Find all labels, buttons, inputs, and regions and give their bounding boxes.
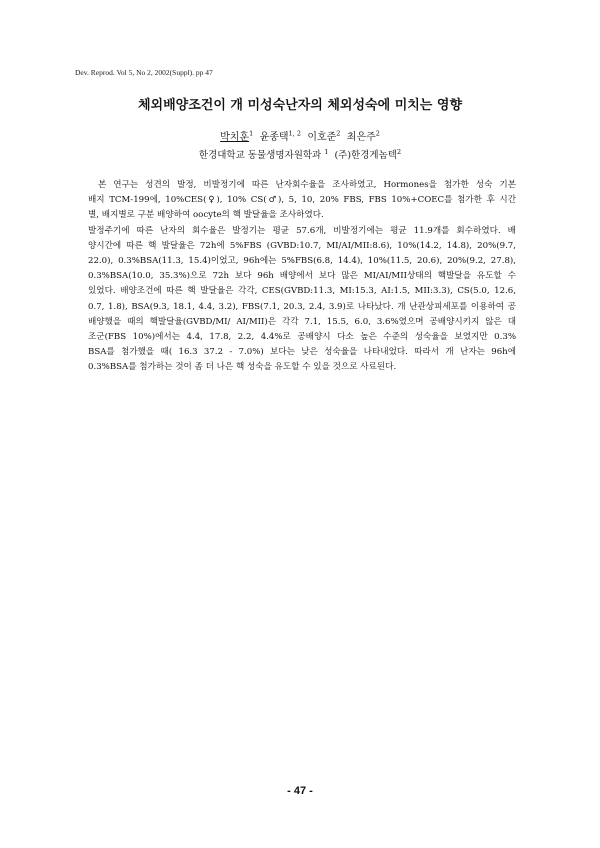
author-name: 이호준 bbox=[307, 132, 337, 143]
affiliation-name: 한경대학교 동물생명자원학과 bbox=[198, 150, 322, 161]
abstract-line: 본 연구는 성견의 발정, 비발정기에 따른 난자회수율을 조사하였고, Hormones을 첨가한 성숙 기본 bbox=[98, 180, 516, 190]
author-affiliation-mark: 1, 2 bbox=[288, 129, 301, 138]
affiliation-line bbox=[0, 147, 600, 161]
abstract-body bbox=[88, 178, 516, 376]
paper-title: 체외배양조건이 개 미성숙난자의 체외성숙에 미치는 영향 bbox=[137, 98, 463, 113]
abstract-line: 배양했을 때의 핵발달율(GVBD/MI/ AI/MII)은 각각 7.1, 15.5, 6.0, 3.6%였으며 공배양시키지 않은 대 bbox=[88, 316, 516, 327]
abstract-line: 조군(FBS 10%)에서는 4.4, 17.8, 2.2, 4.4%로 공배양시 다소 높은 수준의 성숙율을 보였지만 0.3% bbox=[88, 332, 516, 343]
abstract-line: 발정주기에 따른 난자의 회수율은 발정기는 평균 57.6개, 비발정기에는 평균 11.9개를 회수하였다. 배 bbox=[88, 225, 516, 236]
abstract-line: BSA를 첨가했을 때( 16.3 37.2 - 7.0%) 보다는 낮은 성숙율을 나타내었다. 따라서 개 난자는 96h에 bbox=[88, 347, 516, 358]
abstract-line: 22.0), 0.3%BSA(11.3, 15.4)이었고, 96h에는 5%FBS(6.8, 14.4), 10%(11.5, 20.6), 20%(9.2, 27.8), bbox=[88, 256, 516, 267]
journal-citation: Dev. Reprod. Vol 5, No 2, 2002(Suppl). pp 47 bbox=[75, 68, 213, 77]
affiliation-name: (주)한경게놈텍 bbox=[334, 150, 397, 161]
abstract-line: 0.3%BSA(10.0, 35.3%)으로 72h 보다 96h 배양에서 보다 많은 MI/AI/MII상태의 핵발달을 유도할 수 bbox=[88, 271, 516, 282]
affiliation-mark: 2 bbox=[396, 147, 402, 156]
abstract-line: 0.3%BSA를 첨가하는 것이 좀 더 나은 핵 성숙을 유도할 수 있을 것으로 사료된다. bbox=[88, 362, 397, 373]
author-affiliation-mark: 1 bbox=[249, 129, 254, 138]
author-name: 박치훈 bbox=[220, 132, 250, 143]
abstract-line: 0.7, 1.8), BSA(9.3, 18.1, 4.4, 3.2), FBS(7.1, 20.3, 2.4, 3.9)로 나타났다. 개 난관상피세포를 이용하여 공 bbox=[88, 301, 516, 312]
abstract-line: 양시간에 따른 핵 발달율은 72h에 5%FBS (GVBD:10.7, MI/AI/MII:8.6), 10%(14.2, 14.8), 20%(9.7, bbox=[88, 240, 516, 251]
abstract-line: 있었다. 배양조건에 따른 핵 발달율은 각각, CES(GVBD:11.3, MI:15.3, AI:1.5, MII:3.3), CS(5.0, 12.6, bbox=[88, 286, 516, 297]
affiliation-mark: 1 bbox=[324, 147, 329, 156]
author-affiliation-mark: 2 bbox=[336, 129, 341, 138]
page-number: - 47 - bbox=[287, 785, 313, 797]
author-affiliation-mark: 2 bbox=[375, 129, 380, 138]
author-list bbox=[0, 128, 600, 143]
abstract-line: 배지 TCM-199에, 10%CES(♀), 10% CS(♂), 5, 10, 20% FBS, FBS 10%+COEC를 첨가한 후 시간 bbox=[88, 195, 516, 206]
author-name: 최은주 bbox=[346, 132, 376, 143]
author-name: 윤종택 bbox=[259, 132, 289, 143]
abstract-line: 별, 배지별로 구분 배양하여 oocyte의 핵 발달율을 조사하였다. bbox=[88, 210, 324, 221]
